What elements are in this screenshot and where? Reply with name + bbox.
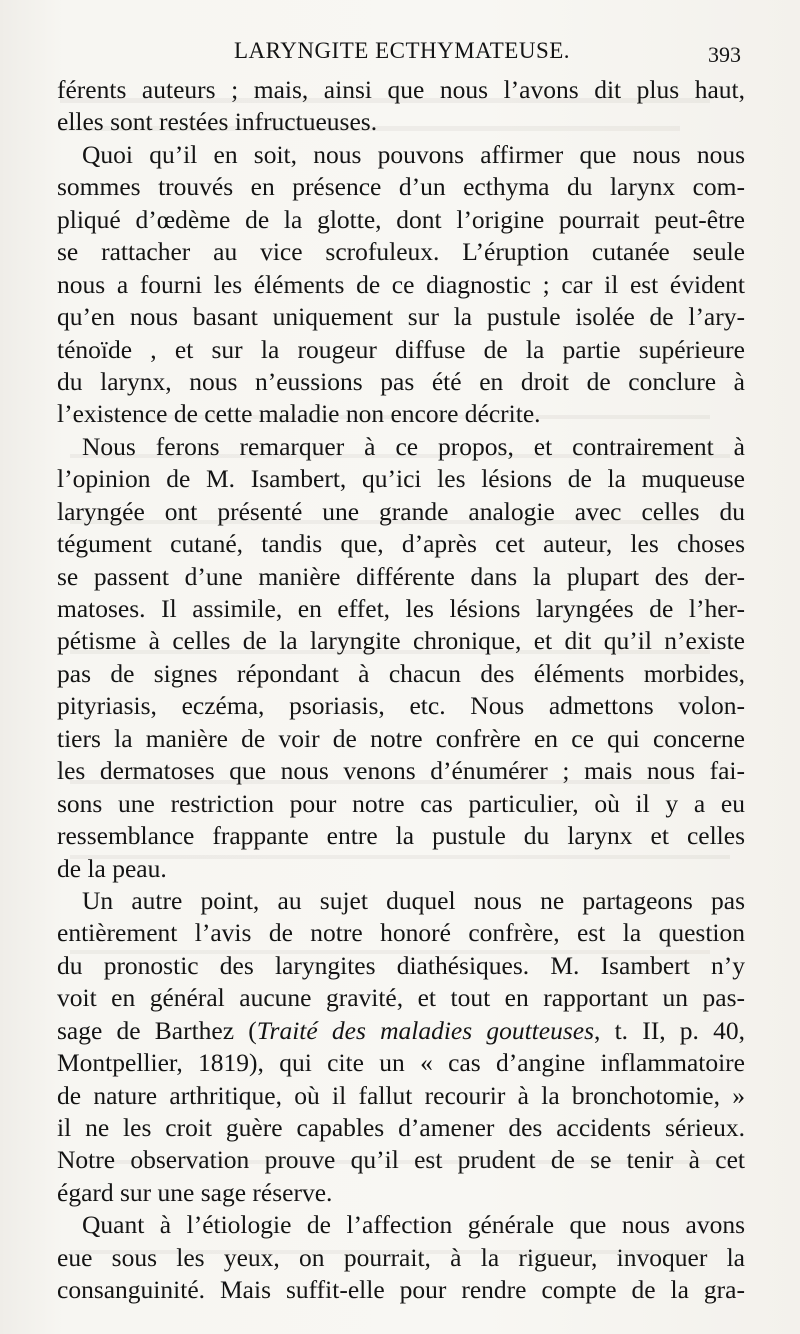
text-line: pityriasis, eczéma, psoriasis, etc. Nous admettons volon- [57,691,745,721]
text-line: du pronostic des laryngites diathésiques. M. Isambert n’y [57,950,745,980]
text-line: les dermatoses que nous venons d’énumérer ; mais nous fai- [57,756,745,786]
text-line: elles sont restées infructueuses. [57,107,378,137]
text-line: de la peau. [57,853,167,883]
text-segment: , t. II, p. 40, [594,1015,745,1045]
text-segment: sage de Barthez ( [57,1015,257,1045]
text-line: pliqué d’œdème de la glotte, dont l’origine pourrait peut-être [57,204,745,234]
page-number: 393 [708,42,741,67]
text-line: sommes trouvés en présence d’un ecthyma du larynx com- [57,172,745,202]
text-line-with-citation [57,1015,745,1047]
text-line: l’existence de cette maladie non encore décrite. [57,399,541,429]
text-line: pas de signes répondant à chacun des éléments morbides, [57,658,745,688]
text-line: l’opinion de M. Isambert, qu’ici les lésions de la muqueuse [57,464,745,494]
text-line: Quant à l’étiologie de l’affection générale que nous avons [82,1210,745,1240]
text-line: entièrement l’avis de notre honoré confrère, est la question [57,918,745,948]
text-line: nous a fourni les éléments de ce diagnostic ; car il est évident [57,269,745,299]
text-line: Quoi qu’il en soit, nous pouvons affirmer que nous nous [82,139,745,169]
paragraph [57,74,745,139]
text-line: se rattacher au vice scrofuleux. L’éruption cutanée seule [57,237,745,267]
text-line: tiers la manière de voir de notre confrère en ce qui concerne [57,723,745,753]
text-line: qu’en nous basant uniquement sur la pustule isolée de l’ary- [57,302,745,332]
text-line: matoses. Il assimile, en effet, les lésions laryngées de l’her- [57,594,745,623]
text-line: pétisme à celles de la laryngite chronique, et dit qu’il n’existe [57,626,745,656]
body-text [57,74,745,1307]
running-title: LARYNGITE ECTHYMATEUSE. [234,38,571,63]
text-line: ressemblance frappante entre la pustule du larynx et celles [57,821,745,851]
text-line: laryngée ont présenté une grande analogie avec celles du [57,496,745,526]
text-line: Un autre point, au sujet duquel nous ne partageons pas [82,885,745,915]
text-line: Montpellier, 1819), qui cite un « cas d’angine inflammatoire [57,1048,745,1078]
book-title-italic: Traité des maladies goutteuses [256,1015,594,1045]
text-line: ténoïde , et sur la rougeur diffuse de la partie supérieure [57,334,745,364]
text-line: Nous ferons remarquer à ce propos, et contrairement à [82,431,745,461]
paragraph [57,139,745,431]
text-line: il ne les croit guère capables d’amener des accidents sérieux. [57,1113,745,1142]
paragraph [57,431,745,885]
text-line: tégument cutané, tandis que, d’après cet auteur, les choses [57,529,745,559]
text-line: du larynx, nous n’eussions pas été en droit de conclure à [57,366,745,396]
page-header [0,38,800,68]
text-line: consanguinité. Mais suffit-elle pour rendre compte de la gra- [57,1275,745,1305]
text-line: de nature arthritique, où il fallut recourir à la bronchotomie, » [57,1080,745,1110]
text-line: férents auteurs ; mais, ainsi que nous l’avons dit plus haut, [57,75,745,104]
text-line: voit en général aucune gravité, et tout en rapportant un pas- [57,983,745,1013]
paragraph [57,885,745,1209]
text-line: Notre observation prouve qu’il est prudent de se tenir à cet [57,1145,745,1175]
text-line: eue sous les yeux, on pourrait, à la rigueur, invoquer la [57,1242,745,1272]
text-line: égard sur une sage réserve. [57,1177,333,1207]
paragraph [57,1209,745,1306]
text-line: sons une restriction pour notre cas particulier, où il y a eu [57,788,745,818]
text-line: se passent d’une manière différente dans la plupart des der- [57,561,745,591]
